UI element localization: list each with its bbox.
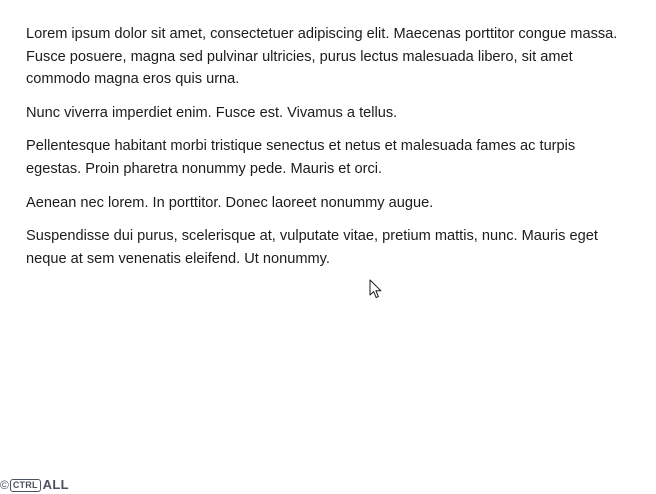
ctrl-all-watermark — [0, 477, 69, 493]
paragraph: Aenean nec lorem. In porttitor. Donec laoreet nonummy augue. — [26, 194, 434, 211]
document-body — [26, 23, 634, 281]
watermark-text: ALL — [42, 477, 69, 492]
paragraph: Suspendisse dui purus, scelerisque at, vulputate vitae, pretium mattis, nunc. Mauris eget neque at sem venenatis eleifend. Ut nonummy. — [26, 228, 598, 267]
mouse-pointer-icon — [369, 279, 383, 299]
paragraph: Pellentesque habitant morbi tristique senectus et netus et malesuada fames ac turpis egestas. Proin pharetra nonummy pede. Mauris et orci. — [26, 138, 576, 177]
copyright-symbol: © — [0, 478, 9, 492]
paragraph: Nunc viverra imperdiet enim. Fusce est. Vivamus a tellus. — [26, 104, 398, 121]
paragraph: Lorem ipsum dolor sit amet, consectetuer adipiscing elit. Maecenas porttitor congue massa. Fusce posuere, magna sed pulvinar ultricies, purus lectus malesuada libero, sit amet commodo magna eros quis urna. — [26, 26, 618, 88]
watermark-boxed-text: CTRL — [10, 479, 41, 492]
